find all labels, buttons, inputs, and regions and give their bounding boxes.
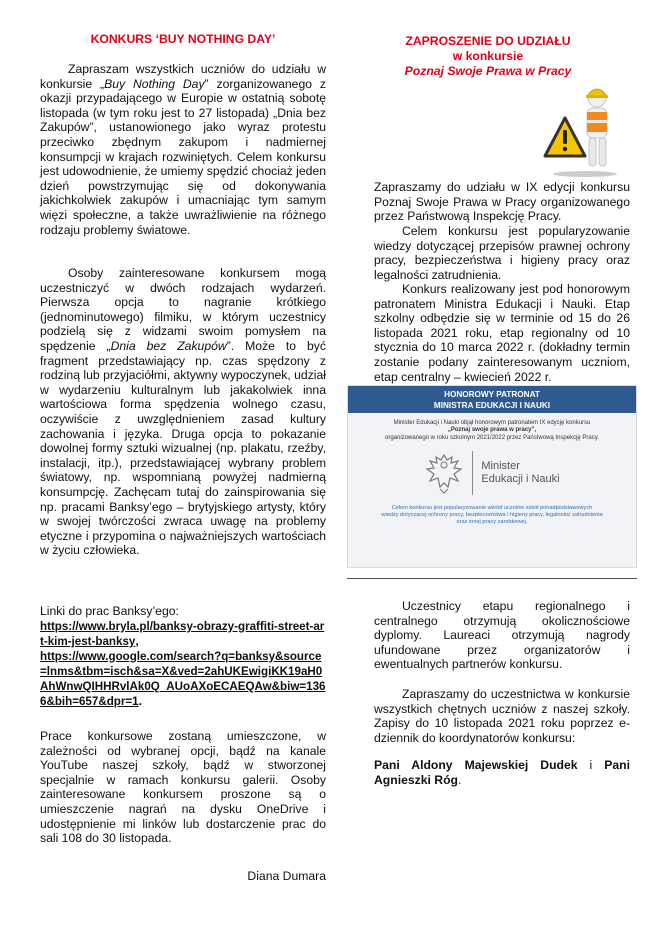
ministry-logo	[348, 451, 636, 495]
links-section: Linki do prac Banksy’ego: https://www.bryla.pl/banksy-obrazy-graffiti-street-art-kim-jest-banksy, https://www.google.com/search?q=banksy&source=lnms&tbm=isch&sa=X&ved=2ahUKEwigiKK19aH0AhWnwQIHHRvlAk0Q_AUoAXoECAEQAw&biw=1366&bih=657&dpr=1.	[40, 604, 326, 708]
paragraph-goal: Celem konkursu jest popularyzowanie wiedzy dotyczącej przepisów prawnej ochrony pracy, bezpieczeństwa i higieny pracy oraz legalności zatrudnienia.	[374, 224, 630, 282]
paragraph-intro: Zapraszam wszystkich uczniów do udziału w konkursie „Buy Nothing Day” zorganizowanego z okazji przypadającego w Europie w ostatnią sobotę listopada (w tym roku jest to 27 listopada) „Dnia bez Zakupów”, ustanowionego jako wyraz protestu przeciwko zbędnym zakupom i nadmiernej konsumpcji w krajach rozwiniętych. Celem konkursu jest udowodnienie, że umiemy spędzić chociaż jeden dzień powstrzymując się od dokonywania jakichkolwiek zakupów i umacniając tym samym więzi społeczne, a także uwrażliwienie na różnego rodzaju problemy światowe.	[40, 62, 326, 237]
ministry-name: Minister Edukacji i Nauki	[481, 460, 560, 486]
worker-warning-sign-icon	[543, 82, 623, 178]
contest-name: Poznaj Swoje Prawa w Pracy	[404, 64, 572, 78]
author-signature: Diana Dumara	[247, 869, 326, 883]
paragraph-signup: Zapraszamy do uczestnictwa w konkursie wszystkich chętnych uczniów z naszej szkoły. Zapisy do 10 listopada 2021 roku poprzez e-dziennik do koordynatorów konkursu:	[374, 687, 630, 745]
polish-eagle-emblem-icon	[424, 451, 464, 495]
paragraph-options: Osoby zainteresowane konkursem mogą uczestniczyć w dwóch rodzajach wydarzeń. Pierwsza opcja to nagranie krótkiego (jednominutowego) filmiku, w którym uczestnicy podzielą się z widzami swoim pomysłem na spędzenie „Dnia bez Zakupów”. Może to być fragment przedstawiający np. czas spędzony z rodziną lub przyjaciółmi, aktywny wypoczynek, udział w wydarzeniu kulturalnym lub jakakolwiek inna wartościowa forma spędzenia wolnego czasu, oczywiście z uwzględnieniem zasad kultury zachowania i języka. Druga opcja to pokazanie dowolnej formy sztuki wizualnej (np. plakatu, rzeźby, instalacji, itp.), przedstawiającej wybrany problem światowy, np. wspomnianą powyżej nadmierną konsumpcję. Zachęcam tutaj do zainspirowania się np. pracami Banksy’ego – brytyjskiego artysty, który w swojej twórczości zwraca uwagę na problemy etyczne i przypomina o najważniejszych wartościach w życiu człowieka.	[40, 266, 326, 558]
invite-title: ZAPROSZENIE DO UDZIAŁU	[405, 34, 571, 48]
banner-body: Minister Edukacji i Nauki objął honorowym patronatem IX edycję konkursu „Poznaj swoje prawa w pracy”, organizowanego w roku szkolnym 2021/2022 przez Państwową Inspekcję Pracy.	[384, 420, 599, 441]
paragraph-schedule: Konkurs realizowany jest pod honorowym patronatem Ministra Edukacji i Nauki. Etap szkolny odbędzie się w terminie od 15 do 26 listopada 2021 roku, etap regionalny od 10 stycznia do 10 marca 2022 r. (dokładny termin zostanie podany zainteresowanym uczniom, etap centralny – kwiecień 2022 r.	[374, 282, 630, 384]
paragraph-invite: Zapraszamy do udziału w IX edycji konkursu Poznaj Swoje Prawa w Pracy organizowanego przez Państwową Inspekcję Pracy.	[374, 180, 630, 224]
article-title: KONKURS ‘BUY NOTHING DAY’	[90, 32, 276, 46]
paragraph-prizes: Uczestnicy etapu regionalnego i centralnego otrzymują okolicznościowe dyplomy. Laureaci otrzymują nagrody ufundowane przez organizatorów i ewentualnych partnerów konkursu.	[374, 599, 630, 672]
links-label: Linki do prac Banksy’ego:	[40, 604, 179, 618]
banner-footer: Celem konkursu jest popularyzowanie wśród uczniów szkół ponadpodstawowych wiedzy dotyczącej ochrony pracy, bezpieczeństwa i higieny pracy, legalności zatrudnienia oraz innej pracy zarobkowej.	[381, 505, 603, 526]
invite-subtitle: w konkursie	[452, 49, 524, 63]
banksy-link-google[interactable]: https://www.google.com/search?q=banksy&source=lnms&tbm=isch&sa=X&ved=2ahUKEwigiKK19aH0AhWnwQIHHRvlAk0Q_AUoAXoECAEQAw&biw=1366&bih=657&dpr=1	[40, 649, 326, 708]
paragraph-submissions: Prace konkursowe zostaną umieszczone, w zależności od wybranej opcji, bądź na kanale YouTube naszej szkoły, bądź w stworzonej specjalnie w ramach konkursu galerii. Osoby zainteresowane konkursem proszone są o umieszczenie nagrań na dysku OneDrive i udostępnienie mi linków lub dostarczenie prac do sali 108 do 30 listopada.	[40, 729, 326, 846]
patronage-banner	[347, 385, 637, 568]
coordinators: Pani Aldony Majewskiej Dudek i Pani Agnieszki Róg.	[374, 758, 630, 787]
banner-header: HONOROWY PATRONAT MINISTRA EDUKACJI I NAUKI	[348, 386, 636, 413]
banksy-link-bryla[interactable]: https://www.bryla.pl/banksy-obrazy-graffiti-street-art-kim-jest-banksy	[40, 619, 325, 648]
section-divider	[347, 578, 637, 579]
